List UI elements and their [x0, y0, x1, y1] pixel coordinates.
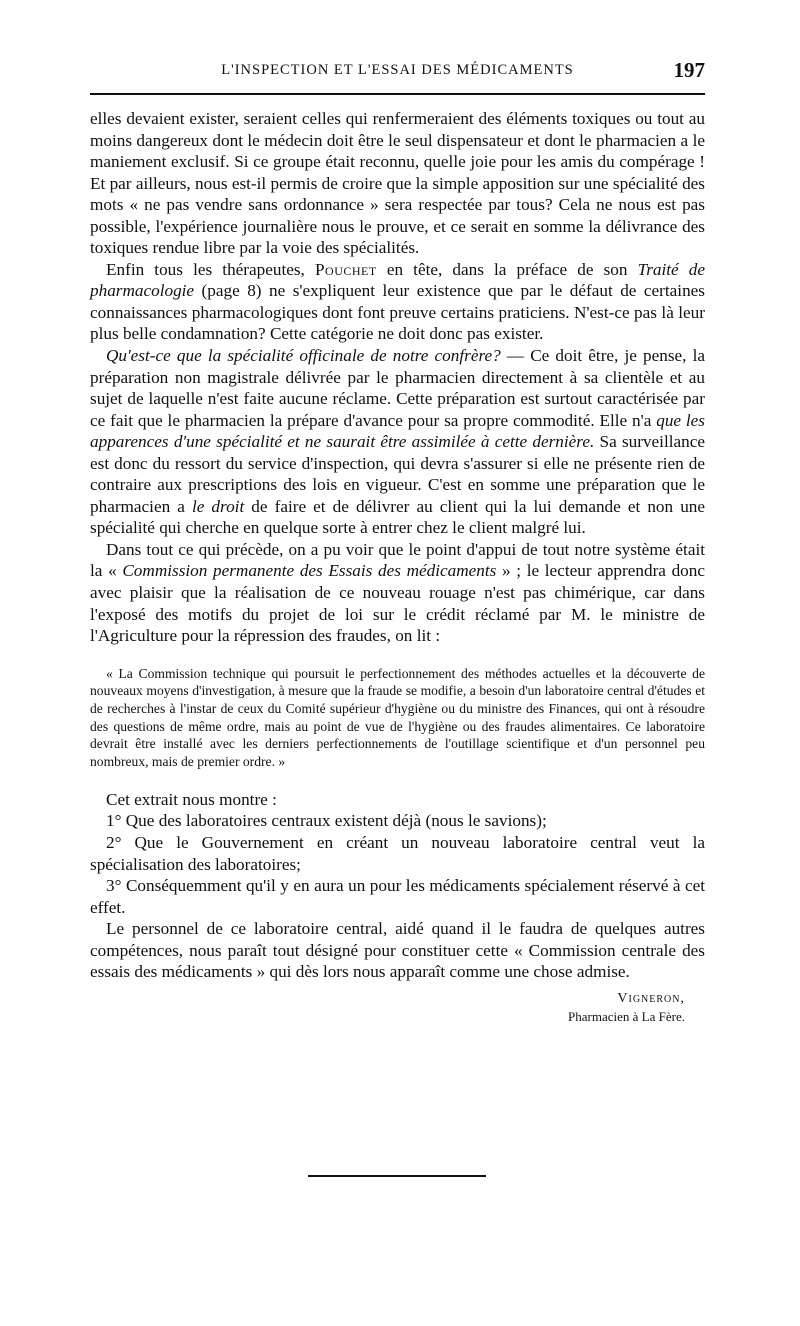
paragraph-final: Le personnel de ce laboratoire central, aidé quand il le faudra de quelques autres compétences, nous paraît tout désigné pour constituer cette « Commission centrale des essais des médicaments » qui dès lors nous apparaît comme une chose admise.	[90, 919, 705, 982]
page-number: 197	[673, 58, 705, 82]
signature-role: Pharmacien à La Fère.	[568, 1008, 685, 1024]
header-rule	[90, 93, 705, 95]
list-item-1: 1° Que des laboratoires centraux existent déjà (nous le savions);	[106, 811, 547, 831]
paragraph-3-text-c: de faire et de délivrer au client qui la lui demande et non une spécialité qui cherche en quelque sorte à entrer chez le client malgré lui.	[90, 496, 706, 538]
paragraph-2	[90, 259, 705, 345]
paragraph-3	[90, 345, 705, 539]
list-item-3: 3° Conséquemment qu'il y en aura un pour les médicaments spécialement réservé à cet effet.	[90, 876, 705, 917]
running-title: L'INSPECTION ET L'ESSAI DES MÉDICAMENTS	[221, 62, 574, 78]
end-rule	[308, 1175, 486, 1177]
page-header	[90, 58, 705, 88]
paragraph-4	[90, 539, 705, 647]
paragraph-2-text-a: Enfin tous les thérapeutes,	[106, 259, 315, 279]
quotation: « La Commission technique qui poursuit le perfectionnement des méthodes actuelles et la découverte de nouveaux moyens d'investigation, à mesure que la fraude se modifie, a besoin d'un laboratoire central d'études et de recherches à l'instar de ceux du Comité supérieur d'hygiène ou du ministre des Finances, qui ont à résoudre des questions de même ordre, mais au point de vue de l'hygiène ou des fraudes alimentaires. Ce laboratoire devrait être installé avec les derniers perfectionnements de l'outillage scientifique et d'un personnel peu nombreux, mais de premier ordre. »	[90, 665, 705, 770]
paragraph-3-question: Qu'est-ce que la spécialité officinale de notre confrère?	[106, 346, 501, 366]
body-text	[90, 108, 705, 1025]
paragraph-4-text-b: » ; le lecteur apprendra donc avec plaisir que la réalisation de ce nouveau rouage n'est pas chimérique, car dans l'exposé des motifs du projet de loi sur le crédit réclamé par M. le ministre de l'Agriculture pour la répression des fraudes, on lit :	[90, 561, 705, 646]
paragraph-2-text-c: (page 8) ne s'expliquent leur existence que par le défaut de certaines connaissances pharmacologiques dont font preuve certains praticiens. N'est-ce pas là leur plus belle condamnation? Cette catégorie ne doit donc pas exister.	[90, 281, 705, 344]
paragraph-1: elles devaient exister, seraient celles qui renfermeraient des éléments toxiques ou tout au moins dangereux dont le médecin doit être le seul dispensateur et dont le pharmacien a le maniement exclusif. Si ce groupe était reconnu, quelle joie pour les amis du compérage ! Et par ailleurs, nous est-il permis de croire que la simple apposition sur une spécialité des mots « ne pas vendre sans ordonnance » sera respectée par tous? Cela ne nous est pas possible, l'expérience journalière nous le prouve, et ce serait en somme la délivrance des toxiques rendue libre par la voie des spécialités.	[90, 109, 705, 258]
conclusion-list	[90, 789, 705, 918]
signature	[90, 991, 705, 1025]
list-intro: Cet extrait nous montre :	[106, 789, 277, 809]
paragraph-3-emphasis-1: que les apparences d'une spécialité et ne saurait être assimilée à cette dernière.	[90, 410, 705, 452]
paragraph-3-emphasis-2: le droit	[191, 496, 245, 516]
signature-name: Vigneron,	[617, 990, 685, 1006]
commission-name: Commission permanente des Essais des médicaments	[122, 561, 497, 581]
paragraph-3-text-b: Sa surveillance est donc du ressort du service d'inspection, qui devra s'assurer si elle ne présente rien de contraire aux prescriptions des lois en vigueur. C'est en somme une préparation que le pharmacien a	[90, 432, 705, 516]
list-item-2: 2° Que le Gouvernement en créant un nouveau laboratoire central veut la spécialisation des laboratoires;	[90, 832, 705, 874]
paragraph-3-text-a: — Ce doit être, je pense, la préparation non magistrale délivrée par le pharmacien directement à sa clientèle et au sujet de laquelle n'est faite aucune réclame. Cette préparation est surtout caractérisée par ce fait que le pharmacien la prépare d'avance pour sa propre commodité. Elle n'a	[90, 346, 706, 430]
author-name: Pouchet	[314, 259, 377, 279]
paragraph-4-text-a: Dans tout ce qui précède, on a pu voir que le point d'appui de tout notre système était la «	[90, 539, 705, 581]
paragraph-2-text-b: en tête, dans la préface de son	[376, 259, 638, 279]
book-title: Traité de pharmacologie	[90, 259, 706, 301]
